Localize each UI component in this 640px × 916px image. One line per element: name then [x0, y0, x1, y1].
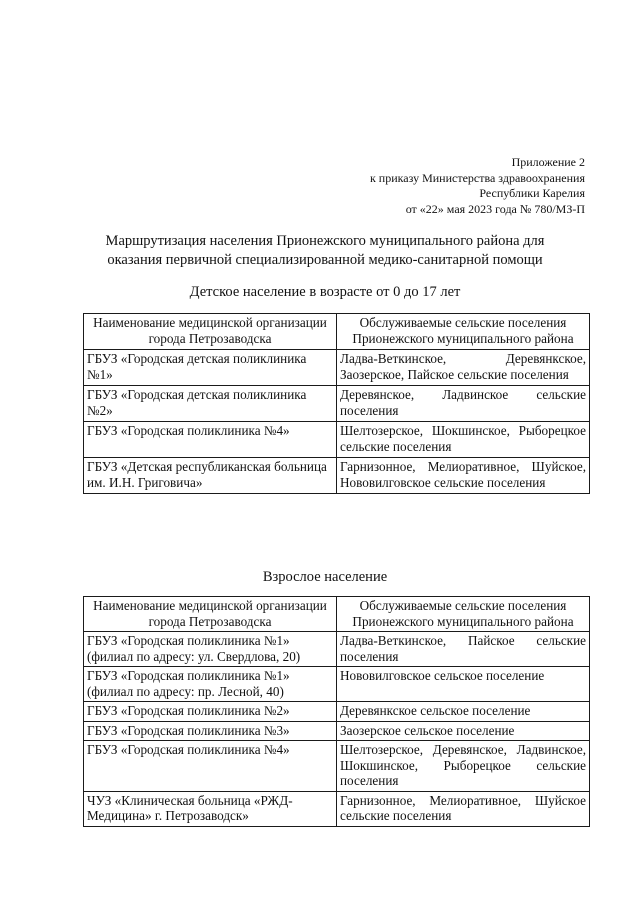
cell-org: ГБУЗ «Городская детская поликлиника №2» — [84, 386, 337, 422]
adults-heading: Взрослое население — [262, 569, 388, 585]
table-header-row — [84, 597, 590, 632]
appendix-line: к приказу Министерства здравоохранения — [369, 170, 585, 185]
document-title — [60, 232, 590, 270]
cell-settlements: Шелтозерское, Шокшинское, Рыборецкое сельские поселения — [337, 422, 590, 458]
cell-settlements: Ладва-Веткинское, Пайское сельские поселения — [337, 632, 590, 667]
header-settlements: Обслуживаемые сельские поселения Прионежского муниципального района — [337, 597, 590, 632]
cell-settlements: Гарнизонное, Мелиоративное, Шуйское сельские поселения — [337, 791, 590, 826]
cell-org: ГБУЗ «Городская поликлиника №1» (филиал по адресу: ул. Свердлова, 20) — [84, 632, 337, 667]
cell-settlements: Нововилговское сельское поселение — [337, 667, 590, 702]
table-row — [84, 386, 590, 422]
cell-org: ГБУЗ «Городская поликлиника №2» — [84, 702, 337, 722]
table-row — [84, 741, 590, 792]
cell-settlements: Заозерское сельское поселение — [337, 721, 590, 741]
children-table — [83, 313, 590, 494]
table-row — [84, 702, 590, 722]
cell-settlements: Гарнизонное, Мелиоративное, Шуйское, Нововилговское сельские поселения — [337, 458, 590, 494]
cell-org: ГБУЗ «Городская детская поликлиника №1» — [84, 350, 337, 386]
cell-settlements: Деревянкское сельское поселение — [337, 702, 590, 722]
table-row — [84, 632, 590, 667]
table-row — [84, 667, 590, 702]
table-row — [84, 721, 590, 741]
cell-org: ГБУЗ «Городская поликлиника №3» — [84, 721, 337, 741]
appendix-line: Республики Карелия — [479, 186, 585, 200]
table-row — [84, 422, 590, 458]
cell-settlements: Шелтозерское, Деревянское, Ладвинское, Шокшинское, Рыборецкое сельские поселения — [337, 741, 590, 792]
title-line: Маршрутизация населения Прионежского муниципального района для — [105, 233, 545, 249]
cell-org: ГБУЗ «Городская поликлиника №4» — [84, 422, 337, 458]
appendix-line: от «22» мая 2023 года № 780/МЗ-П — [405, 201, 585, 216]
cell-org: ГБУЗ «Детская республиканская больница им. И.Н. Григовича» — [84, 458, 337, 494]
table-header-row — [84, 314, 590, 350]
header-org: Наименование медицинской организации города Петрозаводска — [84, 314, 337, 350]
cell-org: ГБУЗ «Городская поликлиника №4» — [84, 741, 337, 792]
table-row — [84, 458, 590, 494]
adults-table — [83, 596, 590, 827]
appendix-line: Приложение 2 — [511, 155, 585, 169]
table-row — [84, 791, 590, 826]
title-line: оказания первичной специализированной медико-санитарной помощи — [107, 252, 543, 268]
appendix-block — [370, 155, 585, 217]
header-org: Наименование медицинской организации города Петрозаводска — [84, 597, 337, 632]
table-row — [84, 350, 590, 386]
cell-settlements: Деревянское, Ладвинское сельские поселения — [337, 386, 590, 422]
children-heading: Детское население в возрасте от 0 до 17 лет — [189, 284, 461, 300]
header-settlements: Обслуживаемые сельские поселения Прионежского муниципального района — [337, 314, 590, 350]
cell-org: ГБУЗ «Городская поликлиника №1» (филиал по адресу: пр. Лесной, 40) — [84, 667, 337, 702]
cell-org: ЧУЗ «Клиническая больница «РЖД-Медицина» г. Петрозаводск» — [84, 791, 337, 826]
cell-settlements: Ладва-Веткинское, Деревянкское, Заозерское, Пайское сельские поселения — [337, 350, 590, 386]
